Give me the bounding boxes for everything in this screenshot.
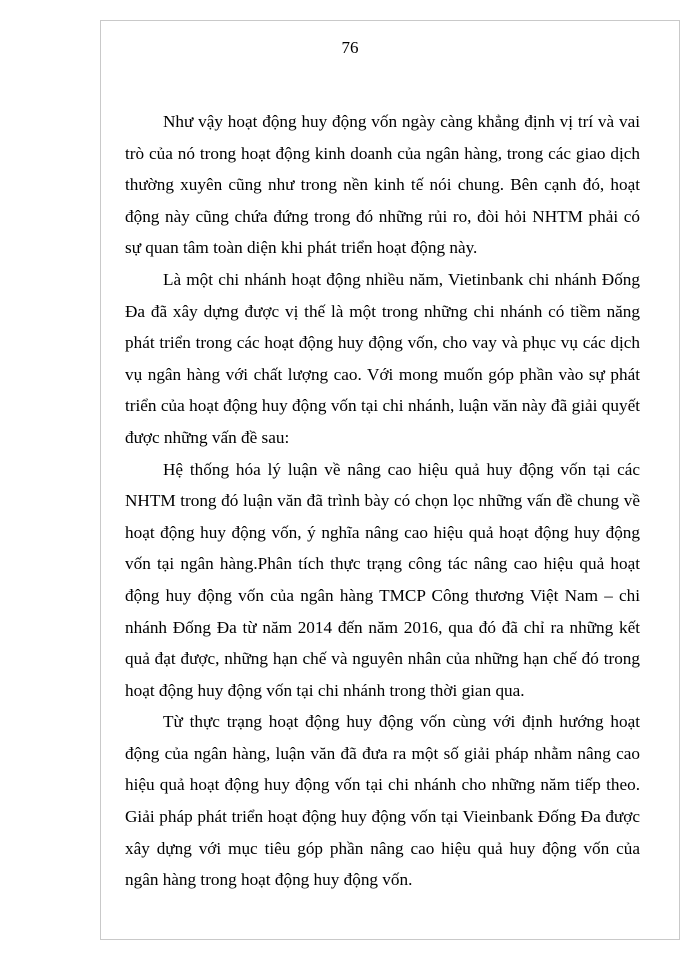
body-text: [125, 106, 640, 896]
paragraph-2: Là một chi nhánh hoạt động nhiều năm, Vietinbank chi nhánh Đống Đa đã xây dựng được vị thế là một trong những chi nhánh có tiềm năng phát triển trong các hoạt động huy động vốn, cho vay và phục vụ các dịch vụ ngân hàng với chất lượng cao. Với mong muốn góp phần vào sự phát triển của hoạt động huy động vốn tại chi nhánh, luận văn này đã giải quyết được những vấn đề sau:: [125, 269, 640, 447]
paragraph-4: Từ thực trạng hoạt động huy động vốn cùng với định hướng hoạt động của ngân hàng, luận văn đã đưa ra một số giải pháp nhằm nâng cao hiệu quả hoạt động huy động vốn tại chi nhánh cho những năm tiếp theo. Giải pháp phát triển hoạt động huy động vốn tại Vieinbank Đống Đa được xây dựng với mục tiêu góp phần nâng cao hiệu quả huy động vốn của ngân hàng trong hoạt động huy động vốn.: [125, 712, 640, 890]
paragraph-1: Như vậy hoạt động huy động vốn ngày càng khẳng định vị trí và vai trò của nó trong hoạt động kinh doanh của ngân hàng, trong các giao dịch thường xuyên cũng như trong nền kinh tế nói chung. Bên cạnh đó, hoạt động này cũng chứa đứng trong đó những rủi ro, đòi hỏi NHTM phải có sự quan tâm toàn diện khi phát triển hoạt động này.: [125, 112, 640, 258]
paragraph-3: Hệ thống hóa lý luận về nâng cao hiệu quả huy động vốn tại các NHTM trong đó luận văn đã trình bày có chọn lọc những vấn đề chung về hoạt động huy động vốn, ý nghĩa nâng cao hiệu quả hoạt động huy động vốn tại ngân hàng.Phân tích thực trạng công tác nâng cao hiệu quả hoạt động huy động vốn của ngân hàng TMCP Công thương Việt Nam – chi nhánh Đống Đa từ năm 2014 đến năm 2016, qua đó đã chỉ ra những kết quả đạt được, những hạn chế và nguyên nhân của những hạn chế đó trong hoạt động huy động vốn tại chi nhánh trong thời gian qua.: [125, 459, 640, 700]
page-number: 76: [341, 38, 359, 57]
